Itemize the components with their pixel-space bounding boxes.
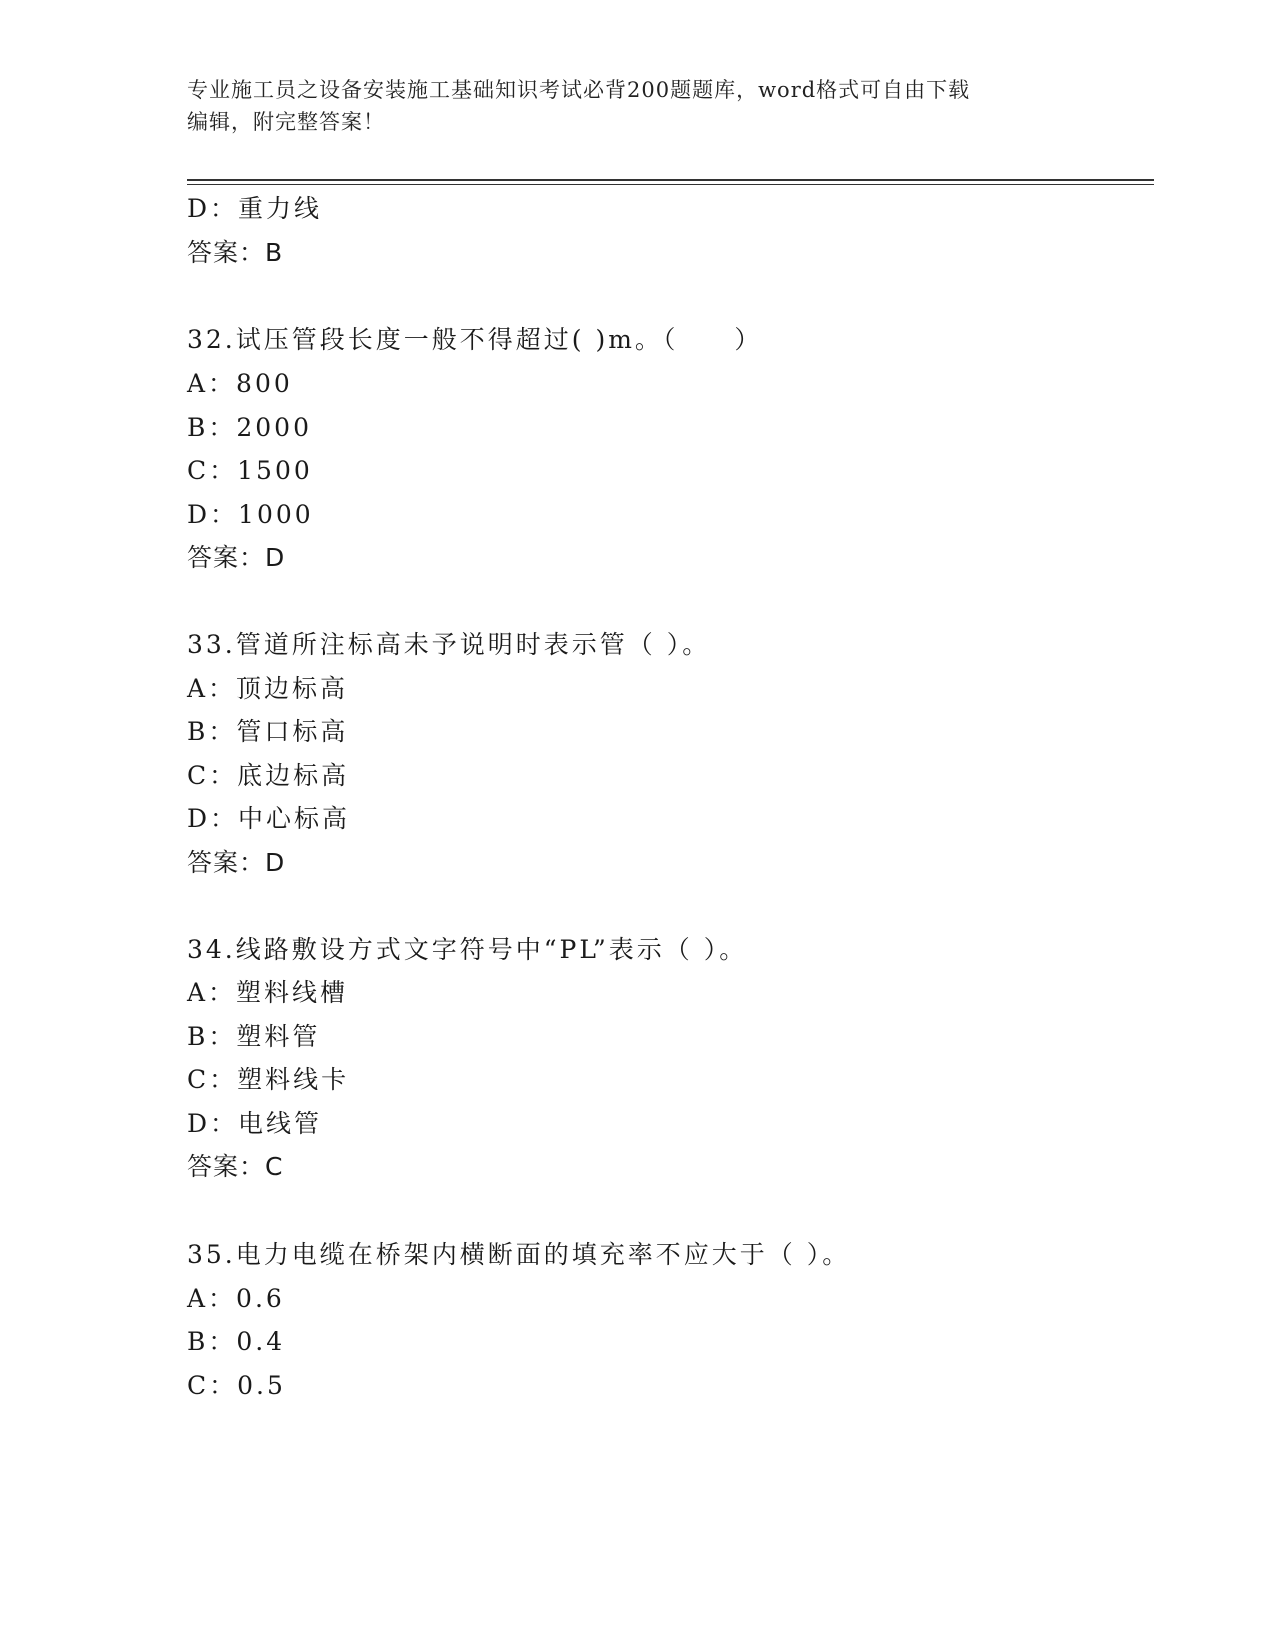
- q33-option-c: C：底边标高: [187, 761, 350, 790]
- q35-option-b: B：0.4: [187, 1327, 286, 1356]
- q32-stem: 32.试压管段长度一般不得超过( )m。（ ）: [187, 325, 763, 354]
- q33-option-a: A：顶边标高: [187, 674, 349, 703]
- q33-option-d: D：中心标高: [187, 804, 351, 833]
- q33-stem: 33.管道所注标高未予说明时表示管（ ）。: [187, 630, 711, 659]
- q35-option-c: C：0.5: [187, 1371, 286, 1400]
- q33-option-b: B：管口标高: [187, 717, 349, 746]
- q34-stem: 34.线路敷设方式文字符号中“PL”表示（ ）。: [187, 935, 748, 964]
- q32-option-b: B：2000: [187, 413, 312, 442]
- header-divider-thin: [187, 184, 1154, 185]
- header-line-1: 专业施工员之设备安装施工基础知识考试必背200题题库，word格式可自由下载: [187, 78, 971, 102]
- q32-answer: 答案：D: [187, 543, 286, 572]
- q32-option-c: C：1500: [187, 456, 313, 485]
- q34-option-c: C：塑料线卡: [187, 1065, 350, 1094]
- q34-option-d: D：电线管: [187, 1109, 323, 1138]
- q32-option-a: A：800: [187, 369, 293, 398]
- q34-option-b: B：塑料管: [187, 1022, 321, 1051]
- q35-stem: 35.电力电缆在桥架内横断面的填充率不应大于（ ）。: [187, 1240, 851, 1269]
- q34-answer: 答案：C: [187, 1152, 284, 1181]
- header-line-2: 编辑，附完整答案！: [187, 110, 385, 134]
- prev-option-d: D：重力线: [187, 194, 323, 223]
- q33-answer: 答案：D: [187, 848, 286, 877]
- q34-option-a: A：塑料线槽: [187, 978, 349, 1007]
- q32-option-d: D：1000: [187, 500, 314, 529]
- q35-option-a: A：0.6: [187, 1284, 285, 1313]
- document-header: [187, 74, 1087, 138]
- header-divider-thick: [187, 179, 1154, 181]
- prev-answer: 答案：B: [187, 238, 284, 267]
